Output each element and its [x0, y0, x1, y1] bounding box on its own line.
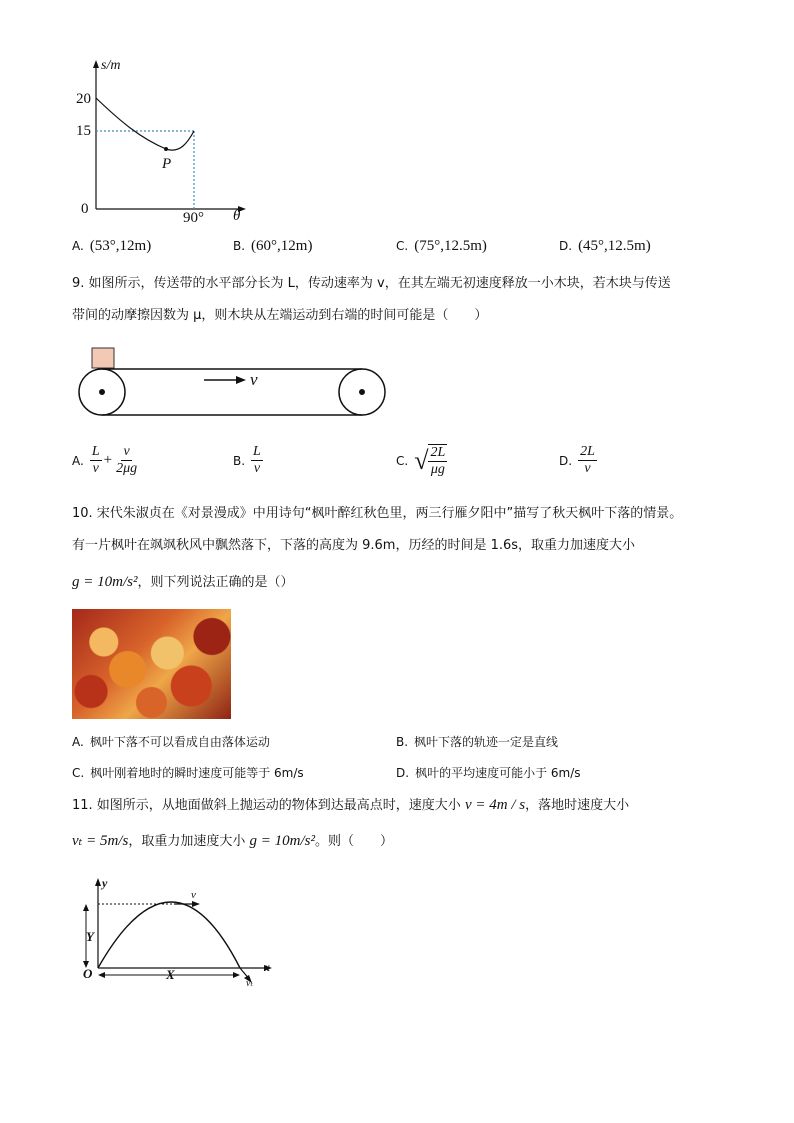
proj-height-label: Y — [86, 929, 94, 944]
q8-option-c[interactable]: C. (75°,12.5m) — [396, 238, 487, 254]
conveyor-belt-diagram — [76, 344, 388, 418]
s-curve — [96, 98, 194, 150]
q10-option-d[interactable]: D. 枫叶的平均速度可能小于 6m/s — [396, 766, 581, 780]
projectile-diagram — [78, 874, 278, 990]
belt-velocity-label: v — [250, 370, 258, 389]
q8-option-d[interactable]: D. (45°,12.5m) — [559, 238, 651, 254]
y-axis-label: s/m — [101, 58, 121, 73]
q9-option-c[interactable]: C. √ $\frac{2L}{\mu g}$ — [396, 445, 446, 477]
x-axis-label: θ — [233, 208, 241, 224]
q10-stem-line1: 10. 宋代朱淑贞在《对景漫成》中用诗句“枫叶醉红秋色里，两三行雁夕阳中”描写了秋天枫叶下落的情景。 — [72, 506, 683, 521]
q11-stem-line2: vₜ = 5m/s，取重力加速度大小 g = 10m/s²。则（ ） — [72, 833, 393, 849]
wood-block — [92, 348, 114, 368]
q10-option-b[interactable]: B. 枫叶下落的轨迹一定是直线 — [396, 735, 559, 749]
proj-v-label: v — [191, 889, 196, 901]
q9-option-d[interactable]: D. $\frac{2L}{v}$ — [559, 444, 595, 476]
point-p — [164, 147, 168, 151]
tick-15: 15 — [76, 123, 91, 139]
origin-label: 0 — [81, 201, 89, 217]
proj-x-label: x — [264, 960, 270, 974]
q8-option-a[interactable]: A. (53°,12m) — [72, 238, 152, 254]
trajectory — [98, 902, 240, 968]
proj-y-label: y — [102, 876, 108, 890]
q10-stem-line3: g = 10m/s²，则下列说法正确的是（） — [72, 574, 294, 590]
q9-stem-line2: 带间的动摩擦因数为 μ，则木块从左端运动到右端的时间可能是（ ） — [72, 308, 488, 323]
tick-90: 90° — [183, 210, 204, 226]
q8-graph — [70, 56, 260, 226]
tick-20: 20 — [76, 91, 91, 107]
proj-origin-label: O — [83, 966, 93, 981]
maple-leaves-photo — [72, 609, 231, 719]
q10-stem-line2: 有一片枫叶在飒飒秋风中飘然落下，下落的高度为 9.6m，历经的时间是 1.6s，取重力加速度大小 — [72, 538, 636, 553]
q10-option-a[interactable]: A. 枫叶下落不可以看成自由落体运动 — [72, 735, 270, 749]
point-p-label: P — [162, 156, 172, 172]
q11-stem-line1: 11. 如图所示，从地面做斜上抛运动的物体到达最高点时，速度大小 v = 4m / s，落地时速度大小 — [72, 797, 630, 813]
q9-option-b[interactable]: B. $\frac{L}{v}$ — [233, 444, 261, 476]
proj-range-label: X — [166, 967, 175, 982]
q10-option-c[interactable]: C. 枫叶刚着地时的瞬时速度可能等于 6m/s — [72, 766, 304, 780]
q9-stem-line1: 9. 如图所示，传送带的水平部分长为 L，传动速率为 v，在其左端无初速度释放一小木块，若木块与传送 — [72, 276, 671, 291]
q9-option-a[interactable]: A. $\frac{L}{v}$ + $\frac{v}{2\mu g}$ — [72, 444, 138, 476]
sqrt-sign-icon: √ — [414, 446, 429, 475]
proj-vt-label: vₜ — [246, 978, 253, 989]
q8-option-b[interactable]: B. (60°,12m) — [233, 238, 313, 254]
